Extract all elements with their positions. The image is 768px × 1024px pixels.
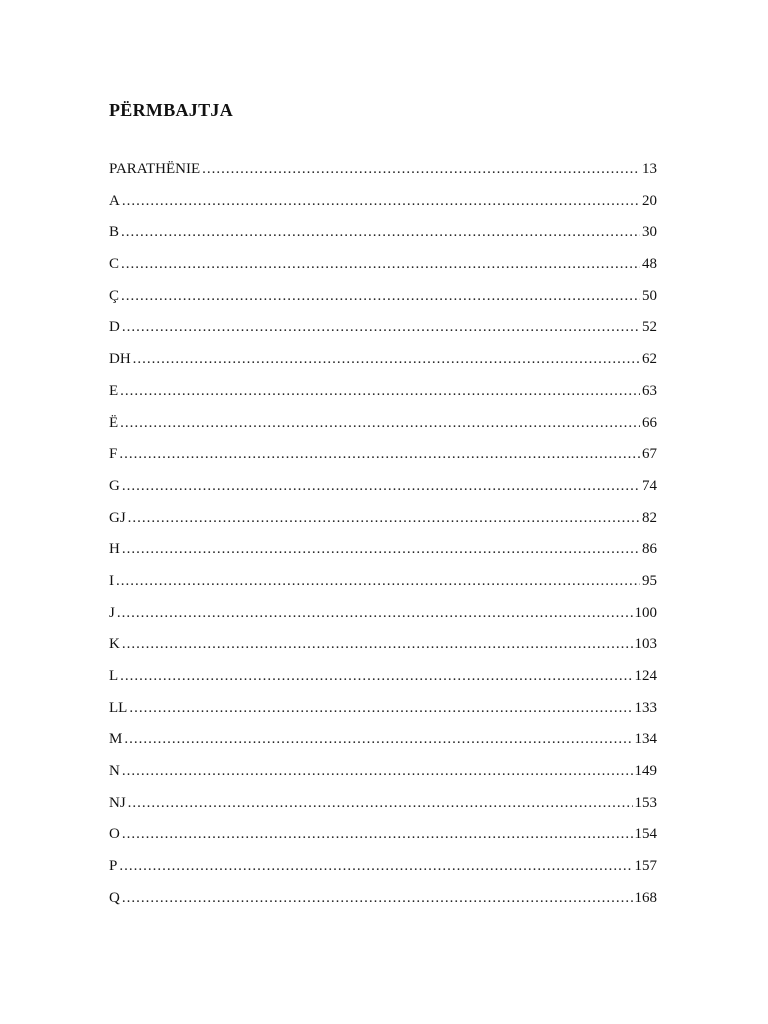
toc-entry <box>109 249 657 281</box>
page-title: PËRMBAJTJA <box>109 100 233 120</box>
toc-entry-page-number: 74 <box>642 477 657 494</box>
toc-entry <box>109 154 657 186</box>
toc-entry-label: L <box>109 668 119 684</box>
toc-entry-label: Ç <box>109 287 120 304</box>
toc-entry-label: E <box>109 382 119 399</box>
toc-entry-label: I <box>109 572 114 589</box>
dot-leader <box>122 534 640 566</box>
toc-entry-page-number: 133 <box>634 699 657 716</box>
toc-entry <box>109 629 657 661</box>
toc-entry <box>109 344 657 376</box>
toc-entry-page-number: 52 <box>642 319 657 336</box>
toc-entry <box>109 439 657 471</box>
toc-entry-page-number: 66 <box>642 414 657 431</box>
dot-leader <box>117 598 633 630</box>
table-of-contents <box>109 154 657 915</box>
toc-entry-label: LL <box>109 699 128 716</box>
dot-leader <box>122 471 640 503</box>
toc-entry-label: Ë <box>109 414 119 431</box>
dot-leader <box>122 883 633 915</box>
dot-leader <box>122 629 633 661</box>
toc-entry-page-number: 82 <box>642 509 657 526</box>
toc-entry <box>109 661 657 693</box>
dot-leader <box>122 186 640 218</box>
toc-entry <box>109 281 657 313</box>
dot-leader <box>124 724 632 756</box>
toc-entry-label: O <box>109 826 120 843</box>
toc-entry <box>109 598 657 630</box>
dot-leader <box>120 376 640 408</box>
toc-entry <box>109 756 657 788</box>
toc-entry <box>109 819 657 851</box>
toc-entry-page-number: 157 <box>634 858 657 875</box>
toc-entry-label: GJ <box>109 509 126 526</box>
toc-entry-label: D <box>109 319 120 336</box>
toc-entry-page-number: 13 <box>642 161 657 177</box>
dot-leader <box>119 851 632 883</box>
toc-entry-label: C <box>109 256 120 273</box>
dot-leader <box>121 217 640 249</box>
dot-leader <box>119 439 640 471</box>
toc-entry-page-number: 63 <box>642 382 657 399</box>
toc-entry-page-number: 20 <box>642 192 657 209</box>
toc-entry-label: J <box>109 604 115 621</box>
toc-entry <box>109 724 657 756</box>
toc-entry-label: DH <box>109 351 131 368</box>
toc-entry-page-number: 103 <box>634 636 657 653</box>
toc-entry <box>109 471 657 503</box>
toc-entry <box>109 788 657 820</box>
toc-entry <box>109 851 657 883</box>
toc-entry-page-number: 50 <box>642 287 657 304</box>
toc-entry-page-number: 67 <box>642 446 657 463</box>
toc-entry-label: F <box>109 446 118 463</box>
toc-entry-label: PARATHËNIE <box>109 161 201 177</box>
toc-entry-label: NJ <box>109 794 126 811</box>
toc-entry <box>109 883 657 915</box>
dot-leader <box>202 154 640 186</box>
toc-entry-page-number: 153 <box>634 794 657 811</box>
toc-entry <box>109 693 657 725</box>
toc-entry <box>109 217 657 249</box>
toc-entry <box>109 503 657 535</box>
toc-entry-page-number: 154 <box>634 826 657 843</box>
toc-entry-page-number: 62 <box>642 351 657 368</box>
toc-entry <box>109 408 657 440</box>
dot-leader <box>128 503 640 535</box>
toc-entry-page-number: 168 <box>634 889 657 906</box>
toc-entry-page-number: 100 <box>634 604 657 621</box>
dot-leader <box>120 408 640 440</box>
toc-entry <box>109 186 657 218</box>
toc-entry-page-number: 86 <box>642 541 657 558</box>
toc-entry-label: M <box>109 731 123 748</box>
dot-leader <box>133 344 640 376</box>
dot-leader <box>121 281 640 313</box>
toc-entry <box>109 566 657 598</box>
toc-entry-page-number: 134 <box>634 731 657 748</box>
dot-leader <box>116 566 640 598</box>
toc-entry <box>109 376 657 408</box>
dot-leader <box>122 312 640 344</box>
toc-entry-label: N <box>109 763 120 780</box>
dot-leader <box>128 788 633 820</box>
dot-leader <box>120 661 632 693</box>
toc-entry-page-number: 48 <box>642 256 657 273</box>
toc-entry <box>109 534 657 566</box>
dot-leader <box>122 819 633 851</box>
toc-entry-page-number: 149 <box>634 763 657 780</box>
toc-entry-label: H <box>109 541 120 558</box>
dot-leader <box>121 249 640 281</box>
toc-entry-label: G <box>109 477 120 494</box>
toc-entry-label: P <box>109 858 118 875</box>
toc-entry-label: Q <box>109 889 120 906</box>
toc-entry <box>109 312 657 344</box>
toc-entry-page-number: 124 <box>634 668 657 684</box>
toc-entry-page-number: 95 <box>642 572 657 589</box>
toc-entry-label: A <box>109 192 120 209</box>
toc-entry-label: B <box>109 224 120 241</box>
toc-entry-page-number: 30 <box>642 224 657 241</box>
dot-leader <box>129 693 632 725</box>
toc-entry-label: K <box>109 636 120 653</box>
dot-leader <box>122 756 633 788</box>
